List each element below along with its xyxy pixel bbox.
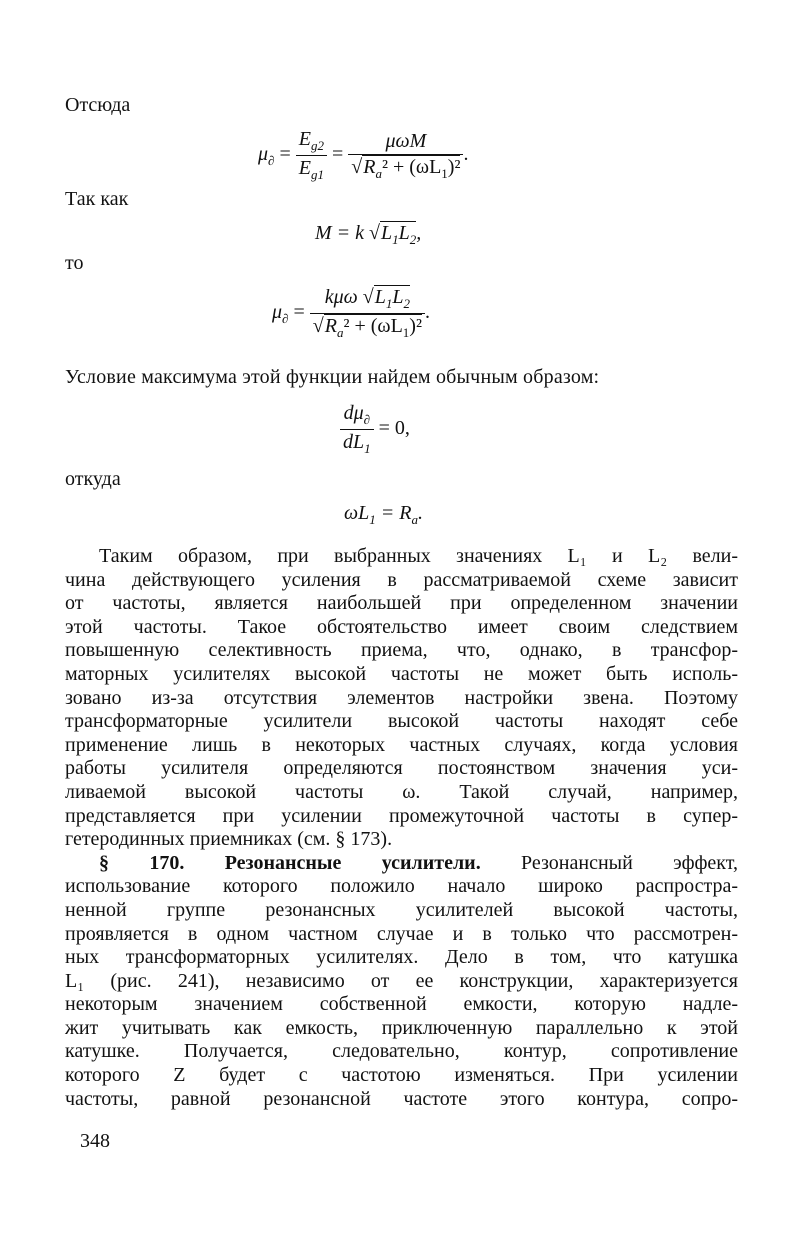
text-line: представляется при усилении промежуточной частоты в супер- bbox=[65, 804, 738, 827]
text-line: этой частоты. Такое обстоятельство имеет своим следствием bbox=[65, 615, 738, 638]
text-line: гетеродинных приемниках (см. § 173). bbox=[65, 828, 393, 851]
text-line: ненной группе резонансных усилителей высокой частоты, bbox=[65, 898, 738, 921]
text-line: использование которого положило начало широко распростра- bbox=[65, 875, 738, 898]
formula-mu-ratio: $\mu_\partial$ = $\frac{E_{g2}}{E_{g1}}$ = $\frac{\text{μωM}}{√R_a^2 + (\omega L_1)^2}$ . bbox=[258, 128, 469, 182]
text-line: L₁ (рис. 241), независимо от ее конструкции, характеризуется bbox=[65, 969, 738, 992]
formula-condition: $\omega L_1 = R_a$. bbox=[344, 502, 423, 527]
text-line: трансформаторные усилители высокой частоты находят себе bbox=[65, 710, 738, 733]
text-line: чина действующего усиления в рассматриваемой схеме зависит bbox=[65, 568, 738, 591]
text-tak-kak: Так как bbox=[65, 188, 129, 210]
section-heading: § 170. Резонансные усилители. bbox=[99, 851, 481, 874]
page-number: 348 bbox=[80, 1130, 110, 1152]
text-line: Таким образом, при выбранных значениях L₁ и L₂ вели- bbox=[99, 545, 738, 567]
text-line: катушке. Получается, следовательно, контур, сопротивление bbox=[65, 1040, 738, 1063]
section-heading-line: § 170. Резонансные усилители. Резонансный эффект, bbox=[99, 851, 738, 874]
text-line: зовано из-за отсутствия элементов настройки звена. Поэтому bbox=[65, 686, 738, 709]
formula-derivative: $\frac{d\mu_\partial}{dL_1}$ = 0, bbox=[340, 402, 410, 457]
text-line: применение лишь в некоторых частных случаях, когда условия bbox=[65, 733, 738, 756]
text-line: жит учитывать как емкость, приключенную параллельно к этой bbox=[65, 1016, 738, 1039]
text-line: от частоты, является наибольшей при определенном значении bbox=[65, 592, 738, 615]
text-line: проявляется в одном частном случае и в только что рассмотрен- bbox=[65, 922, 738, 945]
paragraph-1 bbox=[65, 545, 738, 1111]
text-otsyuda: Отсюда bbox=[65, 94, 131, 116]
text-line: частоты, равной резонансной частоте этого контура, сопро- bbox=[65, 1087, 738, 1110]
text-line: ливаемой высокой частоты ω. Такой случай, например, bbox=[65, 780, 738, 803]
formula-mu-final: $\mu_\partial$ = $\frac{k\mu\omega √L_1L_2}{√R_a^2 + (\omega L_1)^2}$ . bbox=[272, 286, 430, 340]
text-uslovie: Условие максимума этой функции найдем обычным образом: bbox=[65, 366, 600, 388]
text-to: то bbox=[65, 252, 84, 274]
text-line: некоторым значением собственной емкости, которую надле- bbox=[65, 993, 738, 1016]
text-line: работы усилителя определяются постоянством значения уси- bbox=[65, 757, 738, 780]
text-line: ных трансформаторных усилителях. Дело в том, что катушка bbox=[65, 946, 738, 969]
text-line: маторных усилителях высокой частоты не может быть исполь- bbox=[65, 662, 738, 685]
text-line: которого Z будет с частотою изменяться. При усилении bbox=[65, 1064, 738, 1087]
text-otkuda: откуда bbox=[65, 468, 121, 490]
formula-mutual-inductance: M = k $√L_1L_2$, bbox=[315, 222, 422, 247]
text-line: повышенную селективность приема, что, однако, в трансфор- bbox=[65, 639, 738, 662]
